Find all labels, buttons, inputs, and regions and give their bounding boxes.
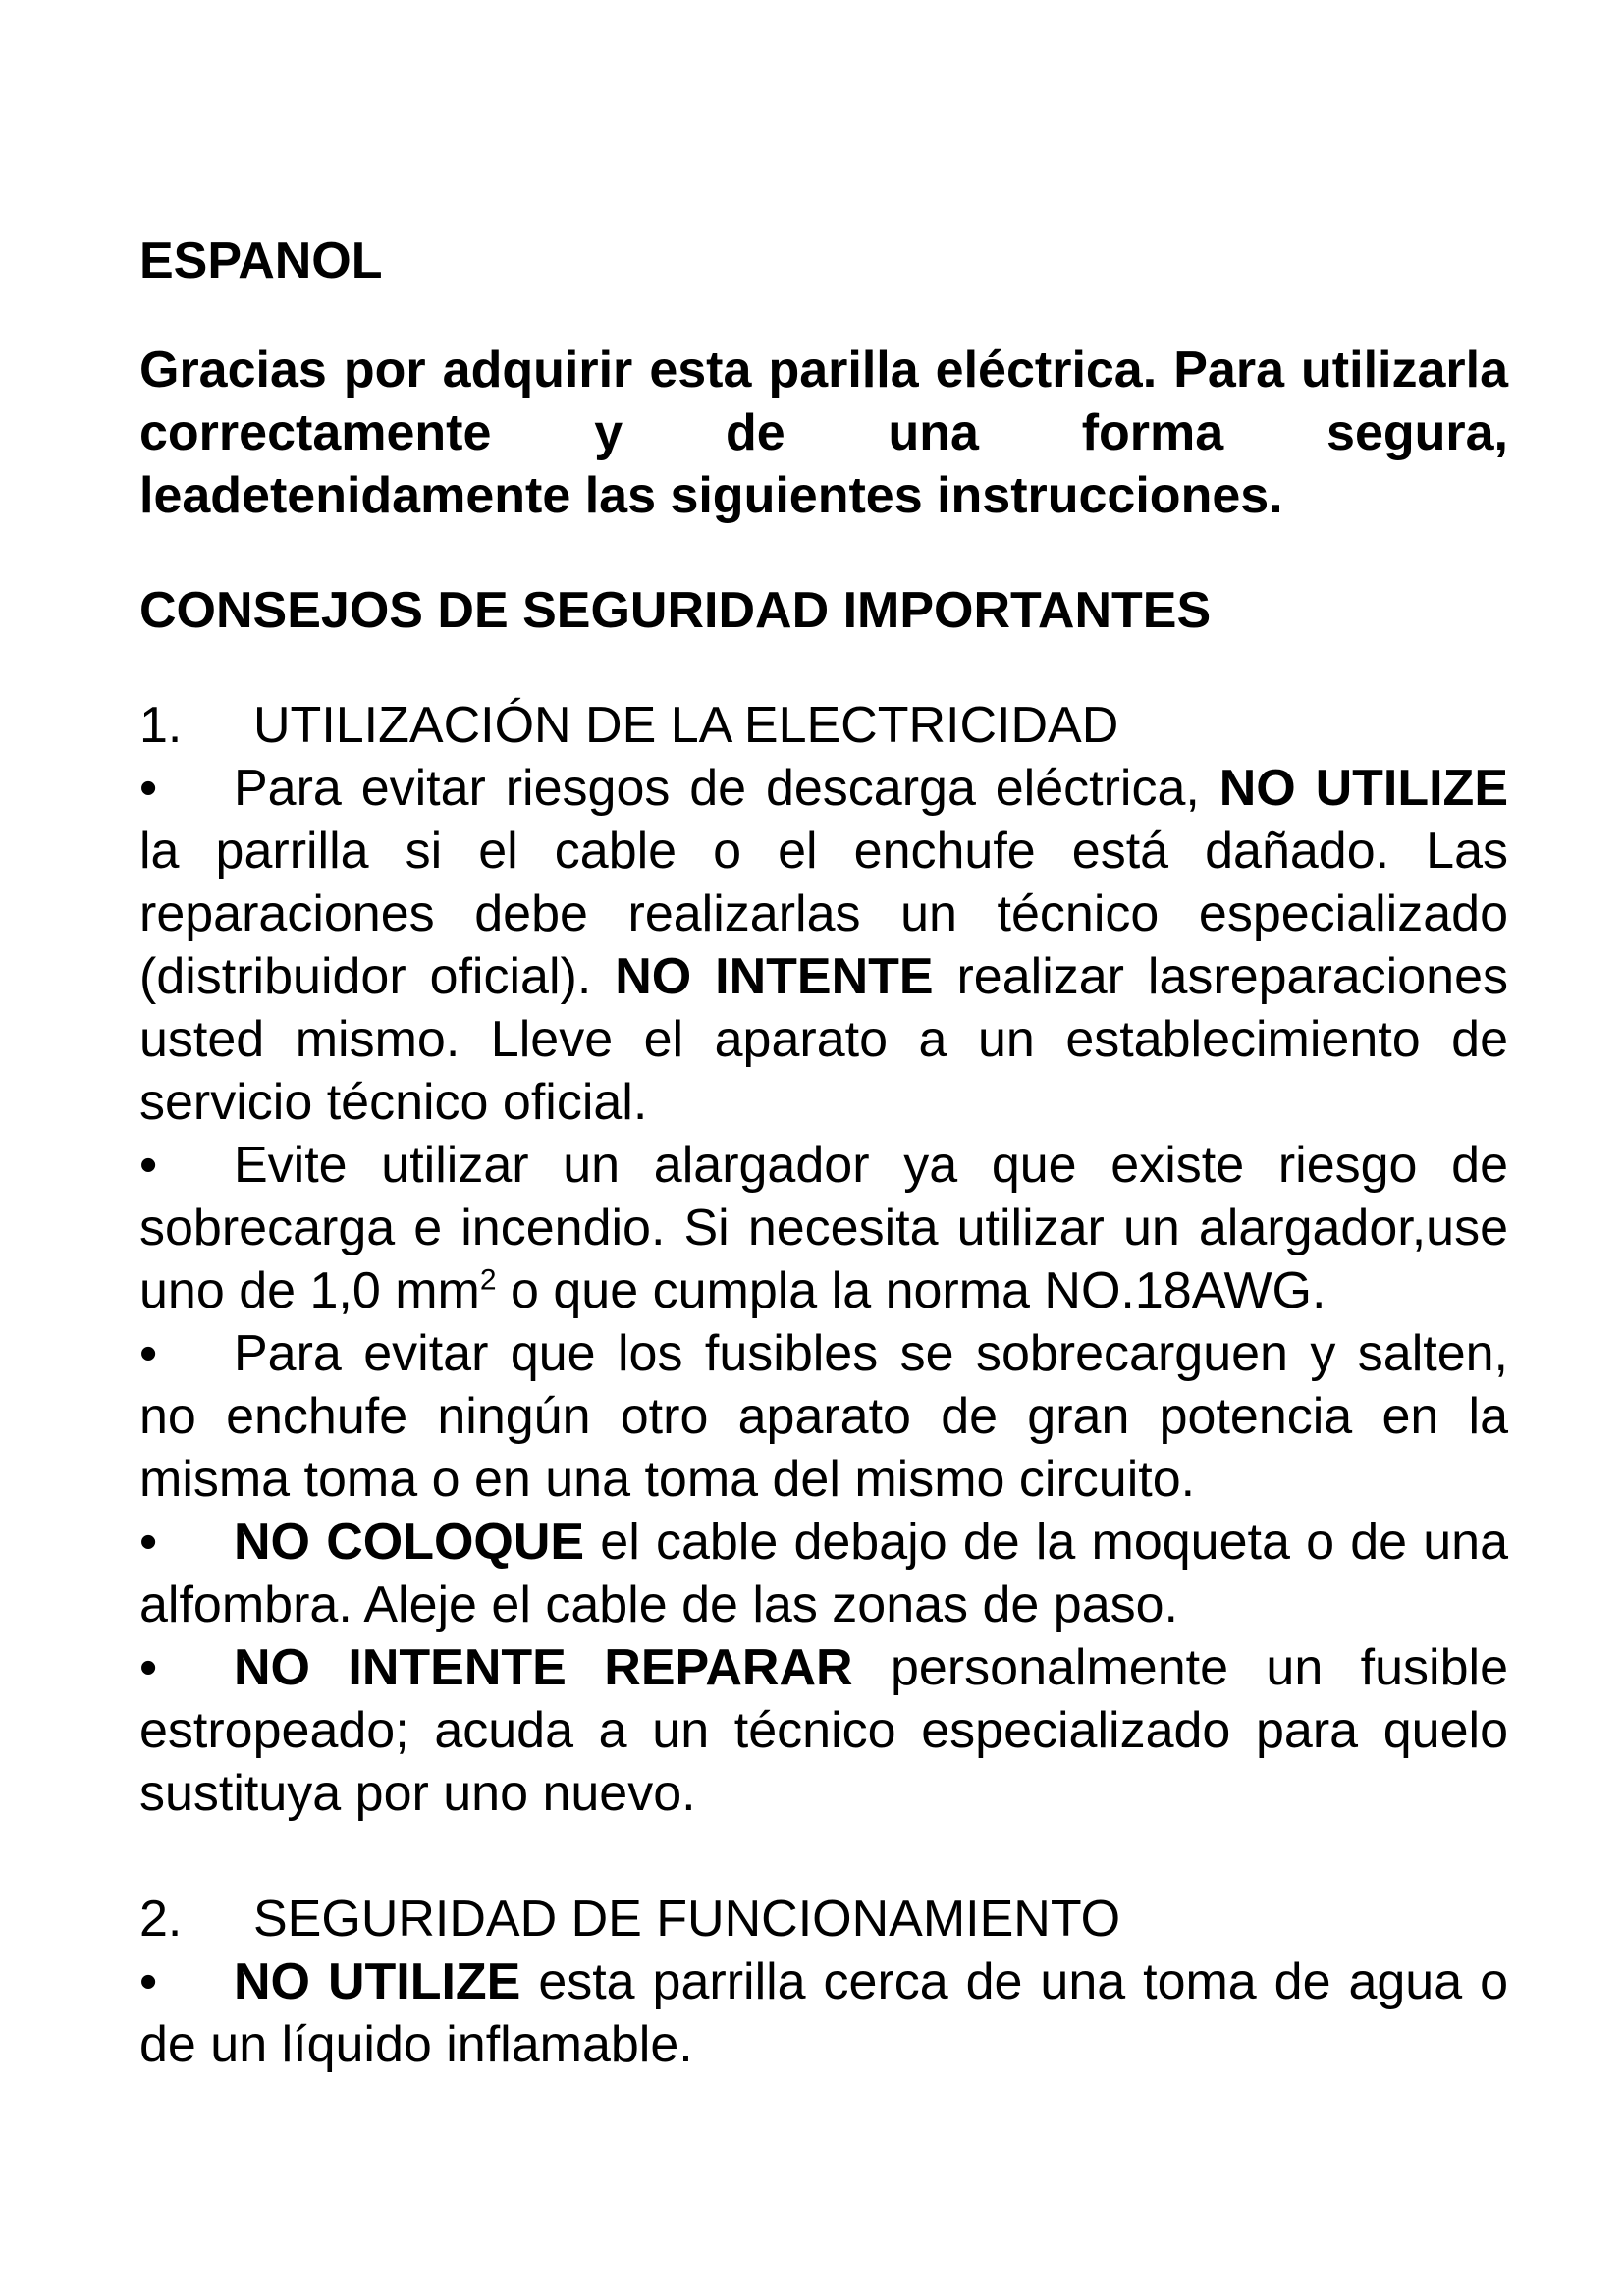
section-number: 1.	[139, 697, 183, 754]
warning-emphasis: NO COLOQUE	[234, 1514, 585, 1571]
intro-paragraph: Gracias por adquirir esta parilla eléctrica. Para utilizarla correctamente y de una forma segura, leadetenidamente las siguientes instrucciones.	[139, 342, 1508, 524]
safety-title: CONSEJOS DE SEGURIDAD IMPORTANTES	[139, 582, 1212, 639]
warning-emphasis: NO UTILIZE	[234, 1953, 521, 2010]
document-page	[139, 231, 1508, 2076]
list-item: • NO COLOQUE el cable debajo de la moqueta o de una alfombra. Aleje el cable de las zonas de paso.	[139, 1511, 1508, 1636]
list-item: • NO UTILIZE esta parrilla cerca de una toma de agua o de un líquido inflamable.	[139, 1950, 1508, 2076]
bullet-icon: •	[139, 1953, 158, 2010]
section-1-heading	[139, 694, 1508, 757]
language-heading: ESPANOL	[139, 233, 383, 290]
list-item: • Para evitar riesgos de descarga eléctrica, NO UTILIZE la parrilla si el cable o el enchufe está dañado. Las reparaciones debe realizarlas un técnico especializado (distribuidor oficial). NO INTENTE realizar lasreparaciones usted mismo. Lleve el aparato a un establecimiento de servicio técnico oficial.	[139, 757, 1508, 1134]
section-title: UTILIZACIÓN DE LA ELECTRICIDAD	[253, 697, 1119, 754]
warning-emphasis: NO INTENTE	[615, 948, 934, 1005]
bullet-icon: •	[139, 1137, 158, 1194]
list-item: • Evite utilizar un alargador ya que existe riesgo de sobrecarga e incendio. Si necesita utilizar un alargador,use uno de 1,0 $mm^2$ o que cumpla la norma NO.18AWG.	[139, 1134, 1508, 1322]
warning-emphasis: NO INTENTE REPARAR	[234, 1639, 853, 1696]
warning-emphasis: NO UTILIZE	[1218, 760, 1508, 817]
bullet-icon: •	[139, 760, 158, 817]
section-title: SEGURIDAD DE FUNCIONAMIENTO	[253, 1891, 1121, 1948]
section-number: 2.	[139, 1891, 183, 1948]
bullet-icon: •	[139, 1639, 158, 1696]
bullet-icon: •	[139, 1514, 158, 1571]
bullet-icon: •	[139, 1325, 158, 1382]
section-2-heading	[139, 1888, 1508, 1950]
list-item: • Para evitar que los fusibles se sobrecarguen y salten, no enchufe ningún otro aparato de gran potencia en la misma toma o en una toma del mismo circuito.	[139, 1322, 1508, 1511]
list-item: • NO INTENTE REPARAR personalmente un fusible estropeado; acuda a un técnico especializado para quelo sustituya por uno nuevo.	[139, 1636, 1508, 1825]
